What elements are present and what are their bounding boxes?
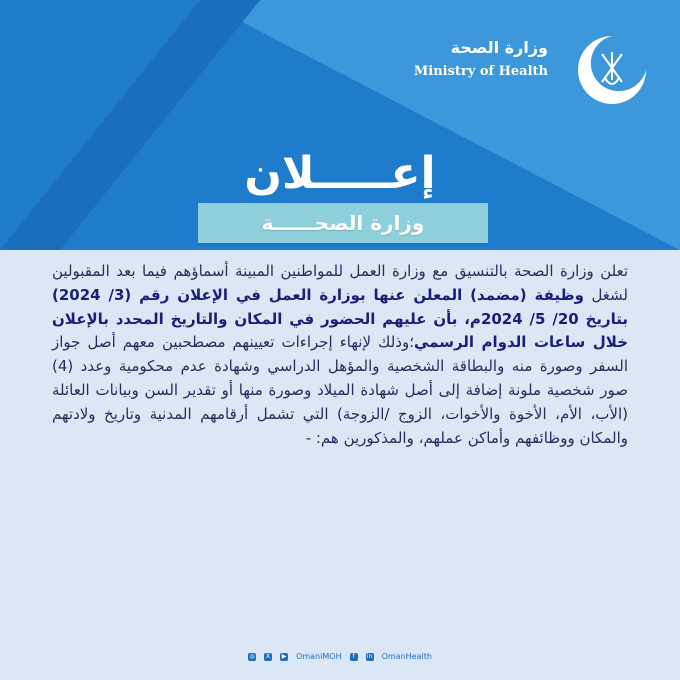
announcement-body xyxy=(52,260,628,450)
facebook-icon[interactable]: f xyxy=(350,653,358,661)
linkedin-icon[interactable]: in xyxy=(366,652,373,660)
body-text-highlight: وظيفة (مضمد) المعلن عنها بوزارة العمل في الإعلان رقم (3/ 2024) بتاريخ 20/ 5/ 2024م، بأن عليهم الحضور في المكان والتاريخ المحدد بالإعلان خلال ساعات الدوام الرسمي xyxy=(52,285,629,352)
body-text-part2: ؛وذلك لإنهاء إجراءات تعيينهم مصطحبين معهم أصل جواز السفر وصورة منه والبطاقة الشخصية والمؤهل الدراسي وشهادة عدم محكومية وعدد (4) صور شخصية ملونة إضافة إلى أصل شهادة الميلاد وصورة منها أو تقدير السن وبيانات العائلة (الأب، الأم، الأخوة والأخوات، الزوج /الزوجة) التي تشمل أرقامهم المدنية وتاريخ ولادتهم والمكان ووظائفهم وأماكن عملهم، والمذكورين هم: - xyxy=(52,333,628,447)
body-text-part1: تعلن وزارة الصحة بالتنسيق مع وزارة العمل للمواطنين المبينة أسماؤهم فيما بعد المقبولين لشغل xyxy=(52,262,628,304)
footer-handle-1[interactable]: OmaniMOH xyxy=(296,652,342,661)
oman-crest-icon xyxy=(572,30,652,110)
logo-arabic-name: وزارة الصحة xyxy=(450,38,548,57)
footer-handle-2[interactable]: OmanHealth xyxy=(381,652,432,661)
ribbon-label: وزارة الصحــــــة xyxy=(261,211,425,235)
social-footer xyxy=(0,652,680,661)
youtube-icon[interactable]: ▶ xyxy=(281,652,287,660)
logo-english-name: Ministry of Health xyxy=(413,64,548,79)
instagram-icon[interactable]: ◎ xyxy=(249,652,255,660)
x-icon[interactable]: X xyxy=(266,652,271,660)
ministry-logo xyxy=(413,30,660,90)
announcement-title: إعـــــلان xyxy=(244,148,436,199)
ministry-ribbon xyxy=(198,203,488,243)
